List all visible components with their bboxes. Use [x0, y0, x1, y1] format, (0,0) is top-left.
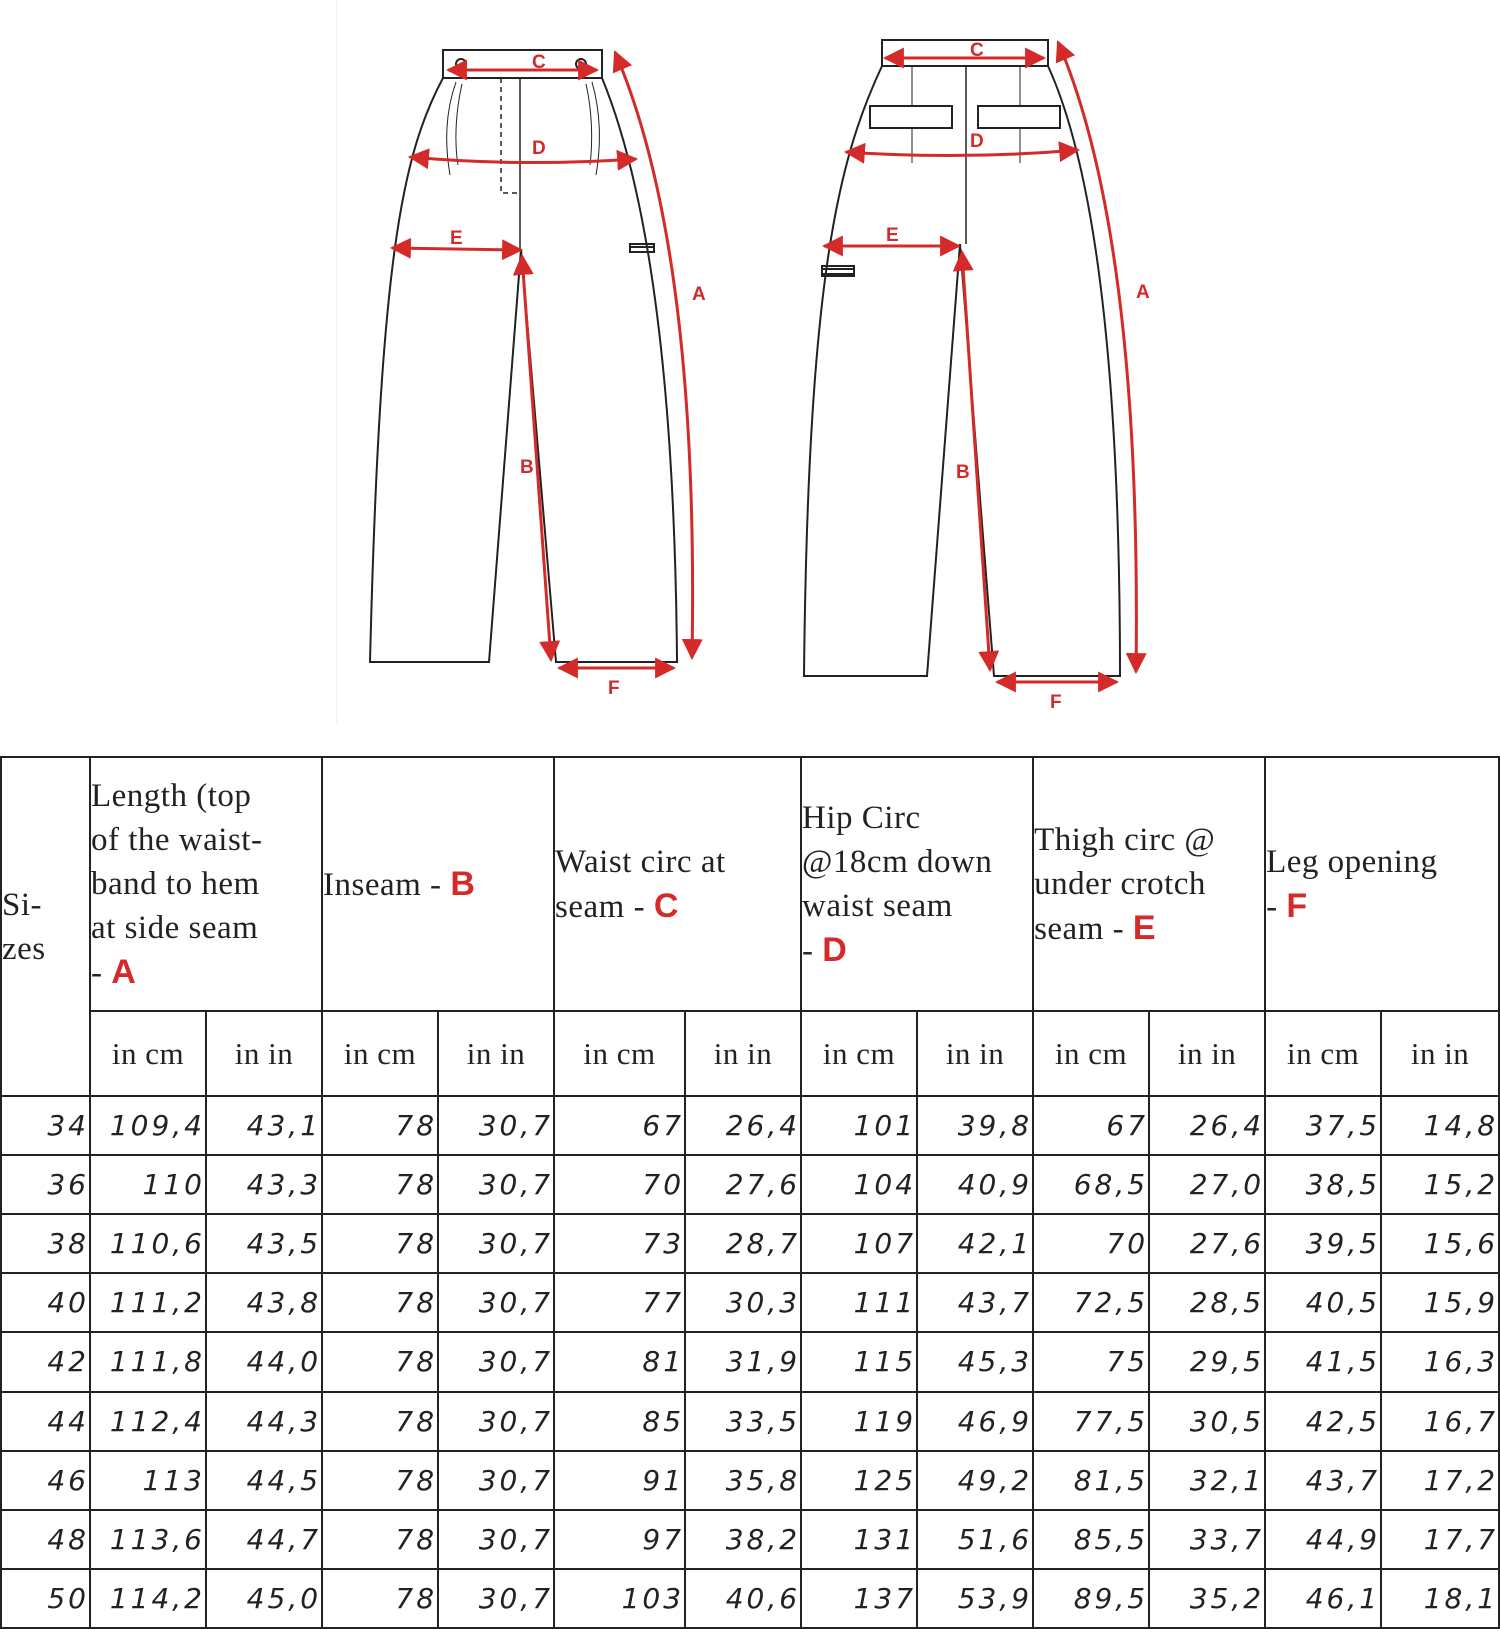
value-cell: 78: [322, 1451, 438, 1510]
value-cell: 46,1: [1265, 1569, 1381, 1628]
unit-cm: in cm: [1033, 1011, 1149, 1096]
value-cell: 43,7: [1265, 1451, 1381, 1510]
value-cell: 110,6: [90, 1214, 206, 1273]
value-cell: 44,9: [1265, 1510, 1381, 1569]
table-row: [1, 1155, 1499, 1214]
value-cell: 38,2: [685, 1510, 801, 1569]
size-cell: 38: [1, 1214, 90, 1273]
value-cell: 77: [554, 1273, 685, 1332]
unit-cm: in cm: [90, 1011, 206, 1096]
table-row: [1, 1096, 1499, 1155]
size-cell: 48: [1, 1510, 90, 1569]
unit-in: in in: [1149, 1011, 1265, 1096]
value-cell: 78: [322, 1392, 438, 1451]
unit-cm: in cm: [554, 1011, 685, 1096]
value-cell: 30,5: [1149, 1392, 1265, 1451]
header-waist: [554, 757, 801, 1011]
value-cell: 29,5: [1149, 1332, 1265, 1391]
value-cell: 30,7: [438, 1451, 554, 1510]
table-row: [1, 1569, 1499, 1628]
value-cell: 67: [1033, 1096, 1149, 1155]
header-length-line1: Length (top: [91, 777, 252, 814]
value-cell: 101: [801, 1096, 917, 1155]
header-inseam-letter: B: [450, 864, 476, 903]
pants-measurement-diagram: [0, 0, 1500, 740]
value-cell: 119: [801, 1392, 917, 1451]
sizes-header-line1: Si-: [2, 886, 43, 923]
value-cell: 70: [554, 1155, 685, 1214]
header-length-letter: A: [111, 952, 137, 991]
back-label-a: A: [1136, 282, 1150, 303]
value-cell: 28,7: [685, 1214, 801, 1273]
value-cell: 51,6: [917, 1510, 1033, 1569]
value-cell: 78: [322, 1096, 438, 1155]
value-cell: 114,2: [90, 1569, 206, 1628]
front-label-e: E: [450, 228, 463, 249]
value-cell: 15,6: [1381, 1214, 1499, 1273]
value-cell: 35,2: [1149, 1569, 1265, 1628]
value-cell: 15,2: [1381, 1155, 1499, 1214]
value-cell: 33,5: [685, 1392, 801, 1451]
value-cell: 28,5: [1149, 1273, 1265, 1332]
table-row: [1, 1510, 1499, 1569]
value-cell: 44,0: [206, 1332, 322, 1391]
front-label-f: F: [608, 678, 620, 699]
value-cell: 18,1: [1381, 1569, 1499, 1628]
value-cell: 112,4: [90, 1392, 206, 1451]
value-cell: 16,7: [1381, 1392, 1499, 1451]
header-inseam-text: Inseam -: [323, 866, 451, 903]
value-cell: 85: [554, 1392, 685, 1451]
value-cell: 103: [554, 1569, 685, 1628]
value-cell: 15,9: [1381, 1273, 1499, 1332]
size-cell: 44: [1, 1392, 90, 1451]
header-thigh: [1033, 757, 1265, 1011]
value-cell: 33,7: [1149, 1510, 1265, 1569]
value-cell: 73: [554, 1214, 685, 1273]
front-view-drawing: [370, 50, 677, 662]
header-thigh-line1: Thigh circ @: [1034, 821, 1216, 858]
size-cell: 36: [1, 1155, 90, 1214]
value-cell: 131: [801, 1510, 917, 1569]
value-cell: 43,5: [206, 1214, 322, 1273]
value-cell: 115: [801, 1332, 917, 1391]
value-cell: 26,4: [685, 1096, 801, 1155]
value-cell: 45,0: [206, 1569, 322, 1628]
value-cell: 35,8: [685, 1451, 801, 1510]
value-cell: 27,6: [1149, 1214, 1265, 1273]
front-label-c: C: [532, 52, 546, 73]
header-leg-opening: [1265, 757, 1499, 1011]
value-cell: 89,5: [1033, 1569, 1149, 1628]
value-cell: 39,5: [1265, 1214, 1381, 1273]
unit-row: [1, 1011, 1499, 1096]
header-thigh-text: seam -: [1034, 910, 1133, 947]
value-cell: 30,7: [438, 1096, 554, 1155]
value-cell: 31,9: [685, 1332, 801, 1391]
table-row: [1, 1273, 1499, 1332]
value-cell: 113,6: [90, 1510, 206, 1569]
value-cell: 137: [801, 1569, 917, 1628]
sizes-header: [1, 757, 90, 1096]
value-cell: 77,5: [1033, 1392, 1149, 1451]
value-cell: 43,3: [206, 1155, 322, 1214]
value-cell: 49,2: [917, 1451, 1033, 1510]
front-label-a: A: [692, 284, 706, 305]
header-row: [1, 757, 1499, 1011]
value-cell: 40,9: [917, 1155, 1033, 1214]
value-cell: 42,1: [917, 1214, 1033, 1273]
header-thigh-line2: under crotch: [1034, 865, 1206, 902]
value-cell: 17,7: [1381, 1510, 1499, 1569]
back-label-c: C: [970, 40, 984, 61]
back-label-e: E: [886, 225, 899, 246]
header-hip-letter: D: [822, 930, 848, 969]
value-cell: 43,7: [917, 1273, 1033, 1332]
value-cell: 46,9: [917, 1392, 1033, 1451]
header-hip-prefix: -: [802, 932, 823, 969]
header-waist-line1: Waist circ at: [555, 843, 726, 880]
value-cell: 53,9: [917, 1569, 1033, 1628]
table-row: [1, 1392, 1499, 1451]
value-cell: 109,4: [90, 1096, 206, 1155]
value-cell: 68,5: [1033, 1155, 1149, 1214]
value-cell: 40,6: [685, 1569, 801, 1628]
header-hip-line1: Hip Circ: [802, 799, 921, 836]
value-cell: 75: [1033, 1332, 1149, 1391]
value-cell: 44,7: [206, 1510, 322, 1569]
value-cell: 44,3: [206, 1392, 322, 1451]
value-cell: 81,5: [1033, 1451, 1149, 1510]
unit-in: in in: [1381, 1011, 1499, 1096]
front-label-b: B: [520, 457, 534, 478]
unit-in: in in: [206, 1011, 322, 1096]
value-cell: 78: [322, 1155, 438, 1214]
size-cell: 50: [1, 1569, 90, 1628]
header-waist-text: seam -: [555, 888, 654, 925]
value-cell: 78: [322, 1569, 438, 1628]
value-cell: 78: [322, 1510, 438, 1569]
back-label-d: D: [970, 131, 984, 152]
header-hip: [801, 757, 1033, 1011]
front-label-d: D: [532, 138, 546, 159]
value-cell: 30,7: [438, 1392, 554, 1451]
value-cell: 27,6: [685, 1155, 801, 1214]
value-cell: 67: [554, 1096, 685, 1155]
unit-in: in in: [438, 1011, 554, 1096]
header-leg-line1: Leg opening: [1266, 843, 1438, 880]
back-label-b: B: [956, 462, 970, 483]
value-cell: 97: [554, 1510, 685, 1569]
table-row: [1, 1451, 1499, 1510]
header-hip-line3: waist seam: [802, 887, 953, 924]
header-length-line4: at side seam: [91, 909, 259, 946]
value-cell: 91: [554, 1451, 685, 1510]
value-cell: 78: [322, 1214, 438, 1273]
value-cell: 125: [801, 1451, 917, 1510]
value-cell: 30,3: [685, 1273, 801, 1332]
header-length-line2: of the waist-: [91, 821, 263, 858]
value-cell: 107: [801, 1214, 917, 1273]
header-length-line3: band to hem: [91, 865, 260, 902]
value-cell: 27,0: [1149, 1155, 1265, 1214]
value-cell: 104: [801, 1155, 917, 1214]
value-cell: 42,5: [1265, 1392, 1381, 1451]
header-thigh-letter: E: [1132, 908, 1157, 947]
size-chart-table: [0, 756, 1500, 1629]
table-row: [1, 1214, 1499, 1273]
table-row: [1, 1332, 1499, 1391]
value-cell: 40,5: [1265, 1273, 1381, 1332]
unit-cm: in cm: [322, 1011, 438, 1096]
unit-cm: in cm: [801, 1011, 917, 1096]
header-length: [90, 757, 322, 1011]
sizes-header-line2: zes: [2, 930, 46, 967]
value-cell: 30,7: [438, 1273, 554, 1332]
header-hip-line2: @18cm down: [802, 843, 993, 880]
size-cell: 34: [1, 1096, 90, 1155]
value-cell: 41,5: [1265, 1332, 1381, 1391]
value-cell: 85,5: [1033, 1510, 1149, 1569]
value-cell: 110: [90, 1155, 206, 1214]
header-leg-prefix: -: [1266, 888, 1287, 925]
value-cell: 14,8: [1381, 1096, 1499, 1155]
value-cell: 39,8: [917, 1096, 1033, 1155]
value-cell: 32,1: [1149, 1451, 1265, 1510]
value-cell: 30,7: [438, 1510, 554, 1569]
value-cell: 16,3: [1381, 1332, 1499, 1391]
value-cell: 78: [322, 1332, 438, 1391]
back-label-f: F: [1050, 692, 1062, 713]
value-cell: 70: [1033, 1214, 1149, 1273]
back-view-drawing: [804, 40, 1120, 676]
value-cell: 37,5: [1265, 1096, 1381, 1155]
header-leg-letter: F: [1286, 886, 1308, 925]
value-cell: 30,7: [438, 1214, 554, 1273]
value-cell: 78: [322, 1273, 438, 1332]
table-body: [1, 1096, 1499, 1628]
value-cell: 38,5: [1265, 1155, 1381, 1214]
value-cell: 30,7: [438, 1569, 554, 1628]
value-cell: 30,7: [438, 1332, 554, 1391]
value-cell: 30,7: [438, 1155, 554, 1214]
value-cell: 111,8: [90, 1332, 206, 1391]
value-cell: 111,2: [90, 1273, 206, 1332]
value-cell: 81: [554, 1332, 685, 1391]
header-length-prefix: -: [91, 954, 112, 991]
size-cell: 40: [1, 1273, 90, 1332]
value-cell: 45,3: [917, 1332, 1033, 1391]
value-cell: 111: [801, 1273, 917, 1332]
value-cell: 44,5: [206, 1451, 322, 1510]
unit-in: in in: [685, 1011, 801, 1096]
value-cell: 113: [90, 1451, 206, 1510]
size-cell: 42: [1, 1332, 90, 1391]
header-inseam: [322, 757, 554, 1011]
value-cell: 43,8: [206, 1273, 322, 1332]
value-cell: 72,5: [1033, 1273, 1149, 1332]
value-cell: 17,2: [1381, 1451, 1499, 1510]
header-waist-letter: C: [653, 886, 679, 925]
size-cell: 46: [1, 1451, 90, 1510]
unit-cm: in cm: [1265, 1011, 1381, 1096]
unit-in: in in: [917, 1011, 1033, 1096]
value-cell: 26,4: [1149, 1096, 1265, 1155]
value-cell: 43,1: [206, 1096, 322, 1155]
